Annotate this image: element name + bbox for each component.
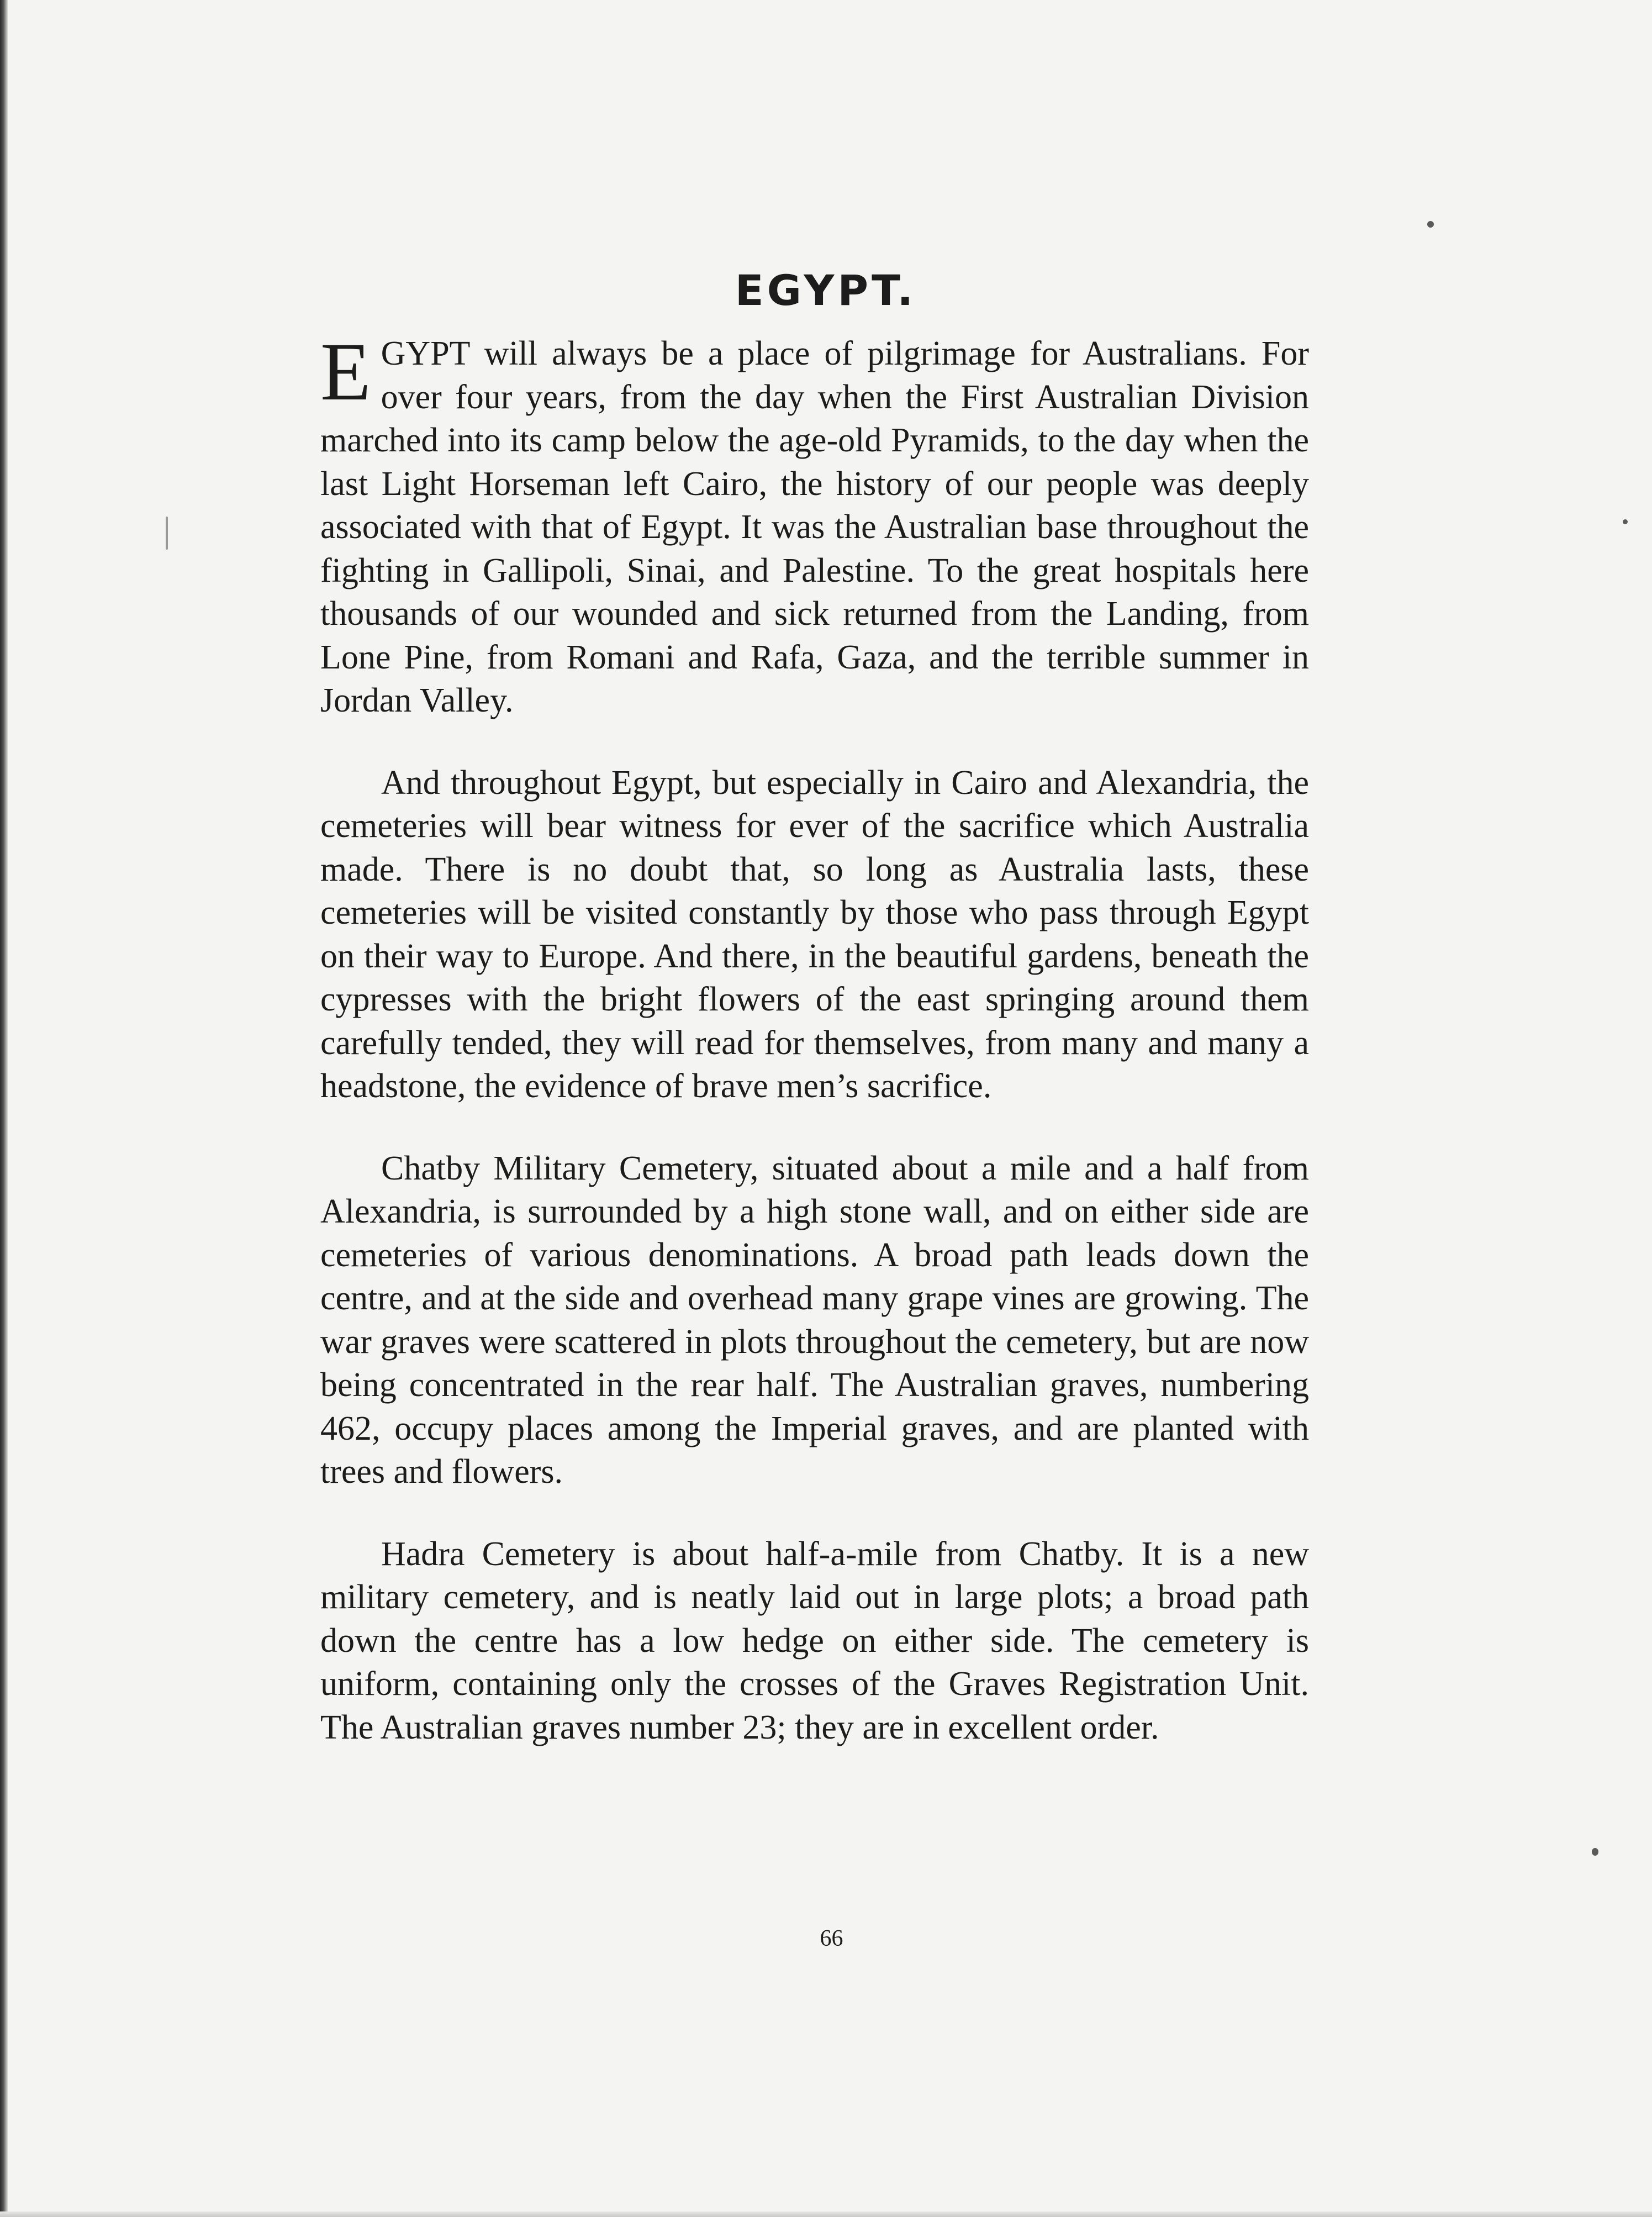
page-content <box>320 265 1309 1788</box>
page-number: 66 <box>820 1926 843 1951</box>
paragraph-cemeteries: And throughout Egypt, but especially in Cairo and Alexandria, the cemeteries will bear witness for ever of the sacrifice which Australia made. There is no doubt that, so long as Australia lasts, these cemeteries will be visited constantly by those who pass through Egypt on their way to Europe. And there, in the beautiful gardens, beneath the cypresses with the bright flowers of the east springing around them carefully tended, they will read for themselves, from many and many a headstone, the evidence of brave men’s sacrifice. <box>320 763 1309 1105</box>
binding-edge <box>0 0 8 2217</box>
drop-cap: E <box>320 326 371 418</box>
page-title: EGYPT. <box>735 266 917 315</box>
page-bottom-edge <box>0 2211 1652 2217</box>
scan-speck <box>1427 221 1434 228</box>
scan-speck <box>1623 519 1628 524</box>
scan-speck <box>166 517 168 550</box>
paragraph-intro <box>320 326 1309 723</box>
paragraph-chatby: Chatby Military Cemetery, situated about a mile and a half from Alexandria, is surrounded by a high stone wall, and on either side are cemeteries of various denominations. A broad path leads down the centre, and at the side and overhead many grape vines are growing. The war graves were scattered in plots throughout the cemetery, but are now being concentrated in the rear half. The Australian graves, numbering 462, occupy places among the Imperial graves, and are planted with trees and flowers. <box>320 1149 1309 1491</box>
paragraph-intro-text: GYPT will always be a place of pilgrimage for Australians. For over four years, from the day when the First Australian Division marched into its camp below the age-old Pyramids, to the day when the last Light Horseman left Cairo, the history of our people was deeply associated with that of Egypt. It was the Australian base throughout the fighting in Gallipoli, Sinai, and Palestine. To the great hospitals here thousands of our wounded and sick returned from the Landing, from Lone Pine, from Romani and Rafa, Gaza, and the terrible summer in Jordan Valley. <box>320 335 1309 720</box>
scan-speck <box>1592 1848 1598 1856</box>
paragraph-hadra: Hadra Cemetery is about half-a-mile from Chatby. It is a new military cemetery, and is neatly laid out in large plots; a broad path down the centre has a low hedge on either side. The cemetery is uniform, containing only the crosses of the Graves Registration Unit. The Australian graves number 23; they are in excellent order. <box>320 1535 1309 1746</box>
